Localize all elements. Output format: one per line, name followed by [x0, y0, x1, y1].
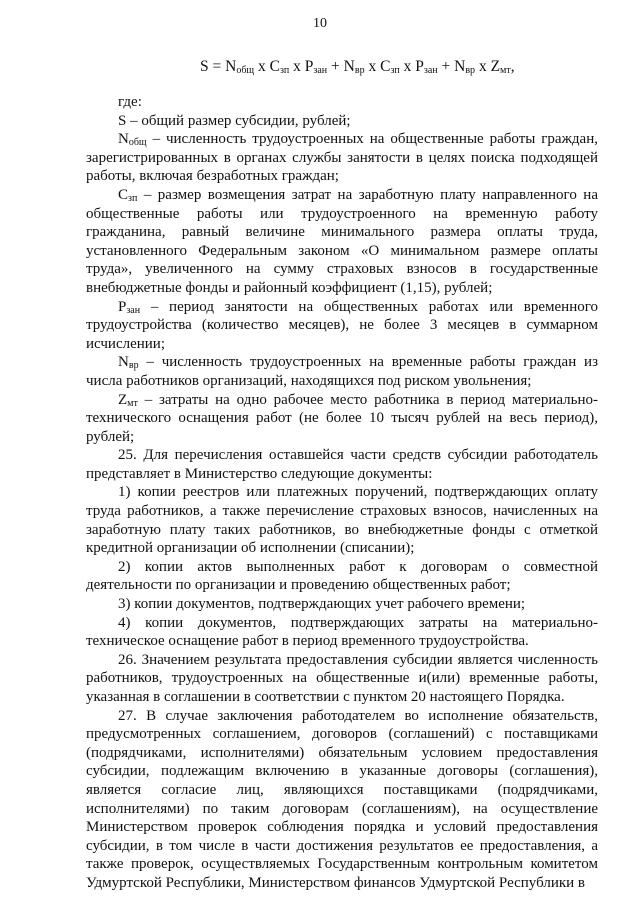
page-number: 10 [313, 16, 327, 31]
paragraph-25-item-1: 1) копии реестров или платежных поручений, подтверждающих оплату труда работников, а также перечисление страховых взносов, начисленных на заработную плату таких работников, во внебюджетные фонды с отметкой кредитной организации об исполнении (списании); [86, 484, 598, 557]
subsidy-formula: $S = N_{общ}$ x $C_{зп}$ x $P_{зан} + N_{вр}$ x $C_{зп}$ x $P_{зан} + N_{вр}$ x $Z_{мт}$, [200, 58, 515, 76]
paragraph-25: 25. Для перечисления оставшейся части средств субсидии работодатель представляет в Министерство следующие документы: [86, 447, 598, 482]
definition-p-zan: $P_{зан}$ – период занятости на общественных работах или временного трудоустройства (количество месяцев), не более 3 месяцев в суммарном исчислении; [86, 298, 598, 352]
definition-z-mt: $Z_{мт}$ – затраты на одно рабочее место работника в период материально-технического оснащения работ (не более 10 тысяч рублей на весь период), рублей; [86, 391, 598, 445]
paragraph-25-item-3: 3) копии документов, подтверждающих учет рабочего времени; [118, 596, 526, 613]
intro-paragraph: где: [118, 94, 142, 110]
definition-n-obsh: $N_{общ}$ – численность трудоустроенных на общественные работы граждан, зарегистрированных в органах службы занятости в целях поиска подходящей работы, включая безработных граждан; [86, 131, 598, 185]
paragraph-27: 27. В случае заключения работодателем во исполнение обязательств, предусмотренных соглашением, договоров (соглашений) с поставщиками (подрядчиками, исполнителями) обязательным условием предоставления субсидии, подлежащим включению в указанные договоры (соглашения), является согласие лиц, являющихся поставщиками (подрядчиками, исполнителями) по таким договорам (соглашениям), на осуществление Министерством проверок соблюдения порядка и условий предоставления субсидии, в том числе в части достижения результатов ее предоставления, а также проверок, осуществляемых Государственным контрольным комитетом Удмуртской Республики, Министерством финансов Удмуртской Республики в [86, 707, 598, 891]
formula-s: S [200, 58, 209, 75]
document-body [86, 93, 598, 893]
definition-n-vr: $N_{вр}$ – численность трудоустроенных на временные работы граждан из числа работников организаций, находящихся под риском увольнения; [86, 354, 598, 389]
definition-s: S – общий размер субсидии, рублей; [118, 112, 351, 129]
paragraph-25-item-2: 2) копии актов выполненных работ к договорам о совместной деятельности по организации и проведению общественных работ; [86, 558, 598, 594]
paragraph-25-item-4: 4) копии документов, подтверждающих затраты на материально-техническое оснащение работ в период временного трудоустройства. [86, 614, 598, 650]
paragraph-26: 26. Значением результата предоставления субсидии является численность работников, трудоустроенных на общественные и(или) временные работы, указанная в соглашении в соответствии с пунктом 20 настоящего Порядка. [86, 651, 598, 705]
definition-c-zp: $C_{зп}$ – размер возмещения затрат на заработную плату направленного на общественные работы или трудоустроенного на временную работу гражданина, равный величине минимального размера оплаты труда, установленного Федеральным законом «О минимальном размере оплаты труда», увеличенного на сумму страховых взносов в государственные внебюджетные фонды и районный коэффициент (1,15), рублей; [86, 186, 598, 296]
